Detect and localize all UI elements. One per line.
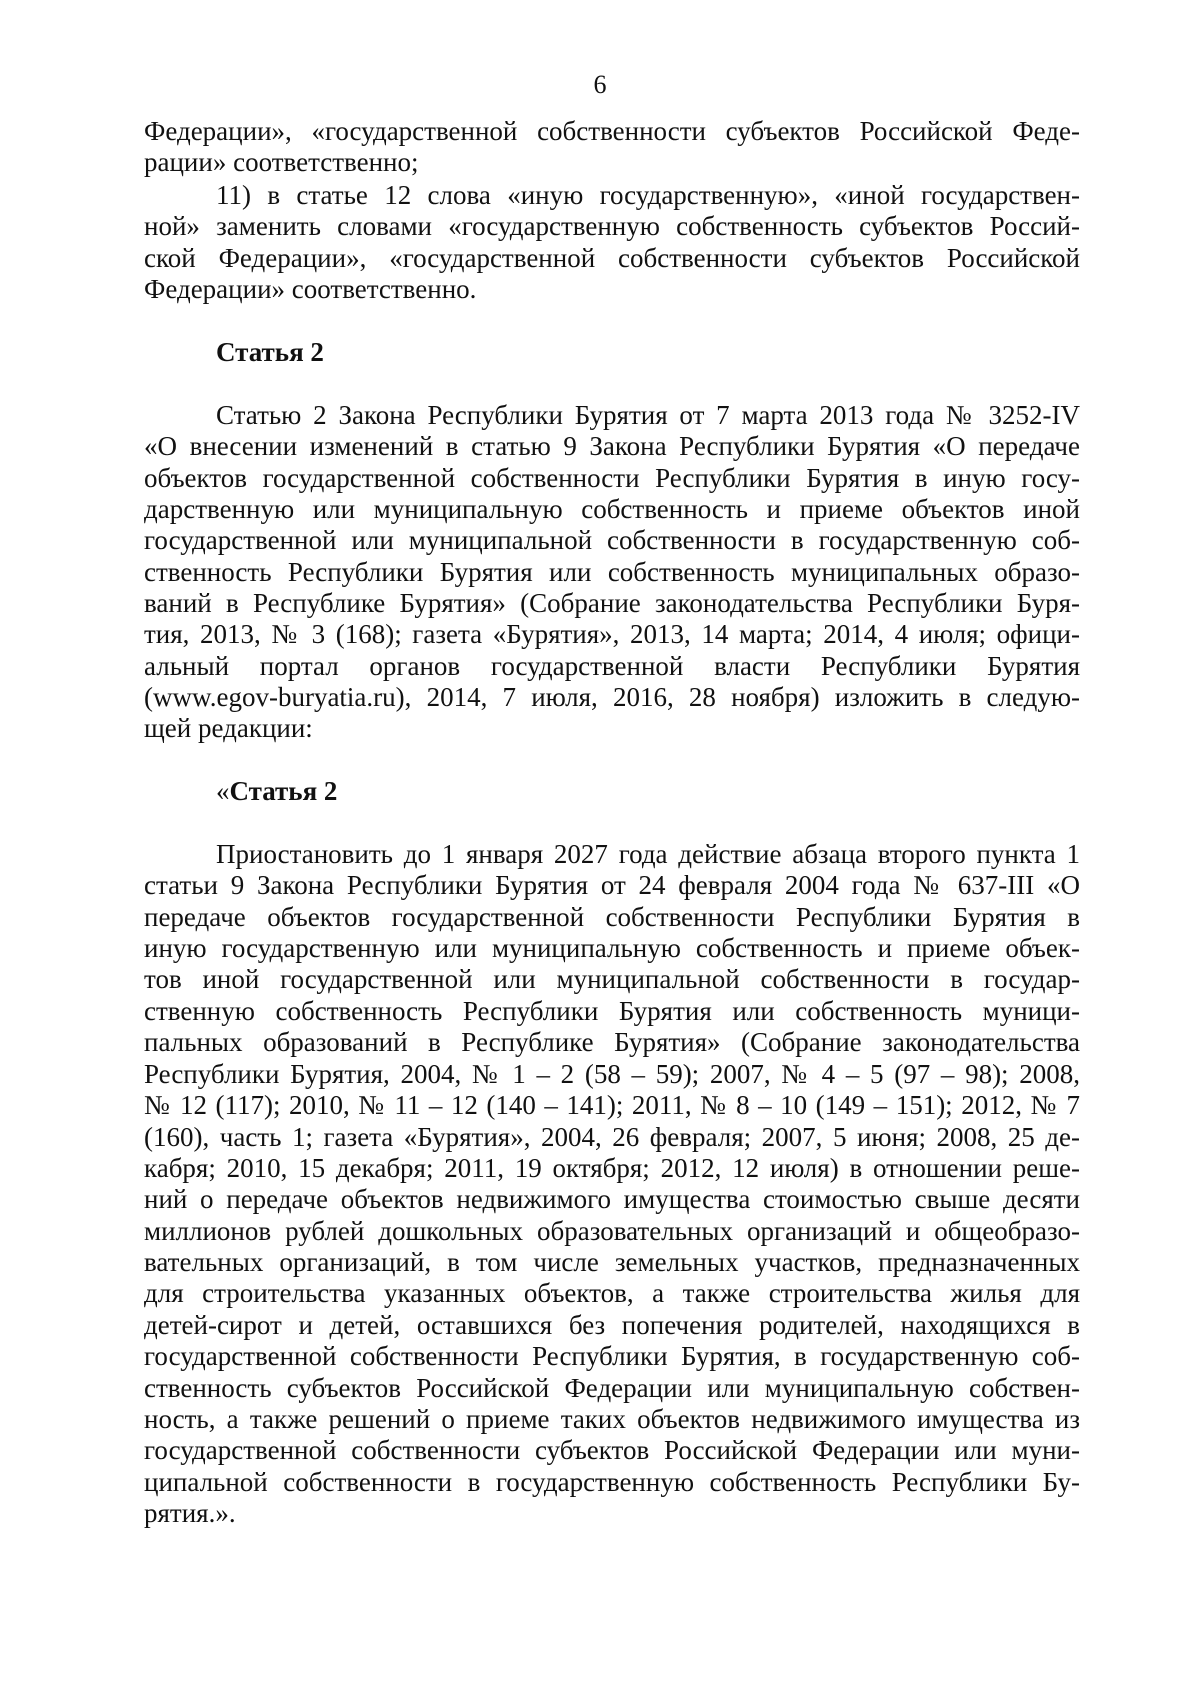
- text-line: ность, а также решений о приеме таких объектов недвижимого имущества из: [144, 1404, 1080, 1434]
- text-line: государственной собственности Республики Бурятия, в государственную соб-: [144, 1341, 1080, 1371]
- text-line: Статью 2 Закона Республики Бурятия от 7 марта 2013 года № 3252-IV: [216, 400, 1080, 430]
- text-line: щей редакции:: [144, 713, 313, 743]
- text-line: ственность субъектов Российской Федерации или муниципальную собствен-: [144, 1373, 1080, 1403]
- text-line: «О внесении изменений в статью 9 Закона Республики Бурятия «О передаче: [144, 431, 1080, 461]
- quoted-heading-text: Статья 2: [229, 776, 338, 806]
- text-line: детей-сирот и детей, оставшихся без попечения родителей, находящихся в: [144, 1310, 1080, 1340]
- text-line: передаче объектов государственной собственности Республики Бурятия в: [144, 902, 1080, 932]
- text-line: (160), часть 1; газета «Бурятия», 2004, 26 февраля; 2007, 5 июня; 2008, 25 де-: [144, 1122, 1080, 1152]
- text-line: Приостановить до 1 января 2027 года действие абзаца второго пункта 1: [216, 839, 1080, 869]
- text-line: рятия.».: [144, 1498, 236, 1528]
- text-line: ственность Республики Бурятия или собственность муниципальных образо-: [144, 557, 1080, 587]
- text-line: ний о передаче объектов недвижимого имущества стоимостью свыше десяти: [144, 1184, 1080, 1214]
- text-line: ципальной собственности в государственную собственность Республики Бу-: [144, 1467, 1080, 1497]
- text-line: вательных организаций, в том числе земельных участков, предназначенных: [144, 1247, 1080, 1277]
- text-line: объектов государственной собственности Республики Бурятия в иную госу-: [144, 463, 1080, 493]
- text-line: № 12 (117); 2010, № 11 – 12 (140 – 141); 2011, № 8 – 10 (149 – 151); 2012, № 7: [144, 1090, 1080, 1120]
- text-line: (www.egov-buryatia.ru), 2014, 7 июля, 2016, 28 ноября) изложить в следую-: [144, 682, 1080, 712]
- text-line: статьи 9 Закона Республики Бурятия от 24 февраля 2004 года № 637-III «О: [144, 870, 1080, 900]
- text-line: тов иной государственной или муниципальной собственности в государ-: [144, 964, 1080, 994]
- text-line: для строительства указанных объектов, а также строительства жилья для: [144, 1278, 1080, 1308]
- text-line: миллионов рублей дошкольных образовательных организаций и общеобразо-: [144, 1216, 1080, 1246]
- text-line: ной» заменить словами «государственную собственность субъектов Россий-: [144, 211, 1080, 241]
- text-line: кабря; 2010, 15 декабря; 2011, 19 октября; 2012, 12 июля) в отношении реше-: [144, 1153, 1080, 1183]
- text-line: ственную собственность Республики Бурятия или собственность муници-: [144, 996, 1080, 1026]
- text-line: Федерации» соответственно.: [144, 274, 477, 304]
- quoted-article-heading: [216, 774, 1080, 808]
- text-line: тия, 2013, № 3 (168); газета «Бурятия», 2013, 14 марта; 2014, 4 июля; офици-: [144, 619, 1080, 649]
- text-line: ской Федерации», «государственной собственности субъектов Российской: [144, 243, 1080, 273]
- text-line: Федерации», «государственной собственности субъектов Российской Феде-: [144, 116, 1080, 146]
- text-line: альный портал органов государственной власти Республики Бурятия: [144, 651, 1080, 681]
- text-line: рации» соответственно;: [144, 147, 419, 177]
- article-heading: Статья 2: [216, 337, 324, 367]
- text-line: Республики Бурятия, 2004, № 1 – 2 (58 – 59); 2007, № 4 – 5 (97 – 98); 2008,: [144, 1059, 1080, 1089]
- text-line: пальных образований в Республике Бурятия» (Собрание законодательства: [144, 1027, 1080, 1057]
- page-number: 6: [593, 70, 607, 99]
- text-line: дарственную или муниципальную собственность и приеме объектов иной: [144, 494, 1080, 524]
- text-line: государственной или муниципальной собственности в государственную соб-: [144, 525, 1080, 555]
- text-line: иную государственную или муниципальную собственность и приеме объек-: [144, 933, 1080, 963]
- opening-quote: «: [216, 776, 230, 806]
- text-line: государственной собственности субъектов Российской Федерации или муни-: [144, 1435, 1080, 1465]
- text-line: ваний в Республике Бурятия» (Собрание законодательства Республики Буря-: [144, 588, 1080, 618]
- text-line: 11) в статье 12 слова «иную государственную», «иной государствен-: [216, 180, 1080, 210]
